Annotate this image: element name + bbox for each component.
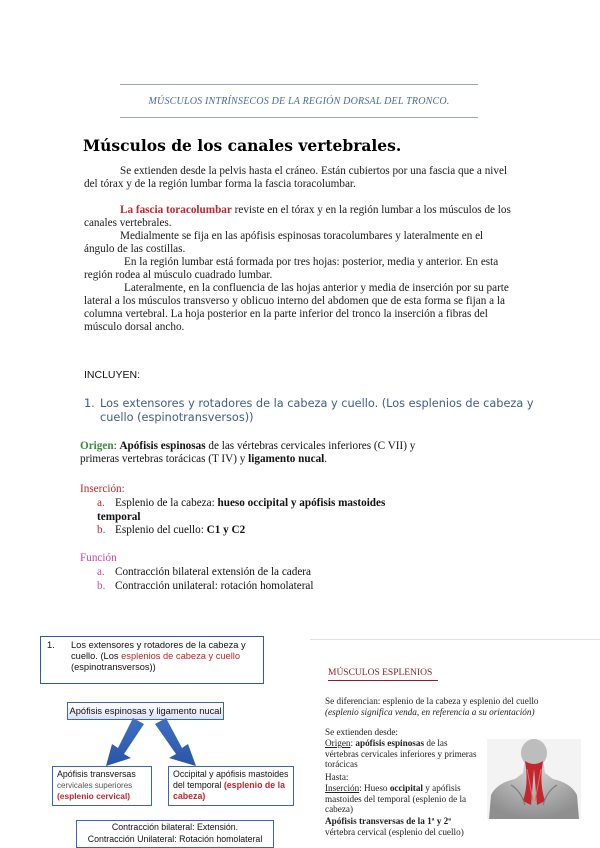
header-top-rule (120, 84, 478, 85)
origen-bold-2: ligamento nucal (248, 453, 325, 465)
diagram-middle-box: Apófisis espinosas y ligamento nucal (67, 702, 224, 720)
funcion-a-mark: a. (97, 566, 105, 578)
excerpt-insercion-bold: occipital (389, 783, 423, 793)
insercion-b-mark: b. (97, 524, 106, 536)
diagram-top-line2-pre: cuello. (Los (71, 651, 122, 661)
origen-label: Origen (80, 440, 114, 452)
diagram-bottom-box (76, 820, 274, 848)
fascia-highlight: La fascia toracolumbar (120, 204, 232, 216)
diagram-right-box (168, 766, 294, 806)
funcion-b-mark: b. (97, 580, 106, 592)
diagram-left-box (52, 766, 152, 806)
excerpt-title: MÚSCULOS ESPLENIOS (328, 668, 433, 678)
funcion-a (97, 566, 311, 580)
origen-bold-1: Apófisis espinosas (119, 440, 206, 452)
diagram-top-box (40, 636, 264, 684)
diagram-bottom-line1: Contracción bilateral: Extensión. (111, 822, 239, 832)
insercion-b-text: Esplenio del cuello: (115, 524, 207, 536)
origen-end: . (324, 453, 328, 465)
paragraph-fascia (84, 204, 514, 334)
list-number: 1. (84, 397, 95, 410)
origen-block: Origen: Apófisis espinosas de las vértebras cervicales inferiores (C VII) y primeras vertebras torácicas (T IV) y ligamento nucal. (80, 440, 416, 465)
excerpt-last-rest: vértebra cervical (esplenio del cuello) (325, 827, 464, 837)
diagram-right-red: (esplenio de la cabeza) (173, 780, 285, 801)
excerpt-origen-label: Origen (325, 738, 351, 748)
origen-mid: de las vértebras cervicales inferiores (C VII) y primeras vertebras torácicas (T IV) y (80, 440, 416, 465)
header-bottom-rule (120, 117, 478, 118)
diagram-bottom-line2: Contracción Unilateral: Rotación homolateral (87, 834, 263, 844)
incluyen-label: INCLUYEN: (84, 369, 141, 381)
diagram-top-line2 (71, 651, 261, 662)
list-item-1-text: Los extensores y rotadores de la cabeza y cuello. (Los esplenios de cabeza y cuello (espinotransversos)) (100, 397, 534, 424)
insercion-a-mark: a. (97, 497, 105, 509)
paragraph-intro (84, 165, 514, 191)
paragraph-3: Medialmente se fija en las apófisis espinosas toracolumbares y lateralmente en el ángulo de las costillas. (84, 230, 484, 255)
paragraph-5: Lateralmente, en la confluencia de las hojas anterior y media de inserción por su parte lateral a los músculos transverso y oblicuo interno del abdomen que de esta forma se fijan a la columna vertebral. La hoja posterior en la parte inferior del tronco la inserción a fibras del músculo dorsal ancho. (84, 282, 509, 333)
section-title: Músculos de los canales vertebrales. (83, 136, 402, 155)
diagram-top-line1: Los extensores y rotadores de la cabeza y (71, 640, 246, 650)
diagram-left-line1: Apófisis transversas (57, 769, 136, 779)
diagram-top-num: 1. (47, 640, 55, 650)
excerpt-origen-rest: de las vértebras cervicales inferiores y primeras torácicas (325, 738, 477, 769)
excerpt-insercion-rest: y apófisis mastoides del temporal (esplenio de la cabeza) (325, 783, 467, 814)
excerpt-insercion-label: Inserción (325, 783, 360, 793)
funcion-label: Función (80, 552, 117, 564)
excerpt-l2: (esplenio significa venda, en referencia a su orientación) (325, 707, 535, 717)
diagram-top-line3: (espinotransversos)) (71, 662, 156, 672)
excerpt-insercion-pre: : Hueso (359, 783, 390, 793)
header-title: MÚSCULOS INTRÍNSECOS DE LA REGIÓN DORSAL DEL TRONCO. (148, 96, 450, 107)
excerpt-top-rule (310, 639, 600, 640)
insercion-b-bold: C1 y C2 (206, 524, 246, 536)
excerpt-l1: Se diferencian: esplenio de la cabeza y esplenio del cuello (325, 696, 539, 706)
paragraph-4: En la región lumbar está formada por tres hojas: posterior, media y anterior. En esta región rodea al músculo cuadrado lumbar. (84, 256, 499, 281)
excerpt-hasta: Hasta: (325, 772, 349, 782)
paragraph-2-rest: reviste en el tórax y en la región lumbar a los músculos de los canales vertebrales. (84, 204, 511, 229)
excerpt-l3: Se extienden desde: (325, 727, 398, 737)
insercion-a-text: Esplenio de la cabeza: (115, 497, 218, 509)
excerpt-title-rule (328, 680, 438, 681)
funcion-b (97, 580, 314, 594)
insercion-a-bold: hueso occipital y apófisis mastoides temporal (97, 497, 386, 523)
diagram-arrows (100, 718, 210, 768)
funcion-a-text: Contracción bilateral extensión de la cadera (115, 566, 311, 578)
insercion-b (97, 524, 245, 538)
paragraph-1: Se extienden desde la pelvis hasta el cráneo. Están cubiertos por una fascia que a nivel del tórax y de la región lumbar forma la fascia toracolumbar. (84, 165, 508, 190)
diagram-left-line2: cervicales superiores (57, 781, 133, 790)
diagram-top-text (71, 640, 261, 673)
insercion-a (97, 497, 417, 524)
diagram-right-line2: del temporal (173, 780, 224, 790)
diagram-arrow-right (155, 718, 196, 766)
diagram-left-red: (esplenio cervical) (57, 791, 131, 801)
neck-muscle-illustration (487, 739, 581, 819)
excerpt-origen-bold: apófisis espinosas (355, 738, 425, 748)
paragraph-2 (84, 204, 514, 230)
insercion-label: Inserción: (80, 483, 125, 495)
excerpt-origen: Origen: apófisis espinosas de las vértebras cervicales inferiores y primeras torácicas (325, 738, 477, 769)
diagram-arrow-left (106, 718, 144, 766)
funcion-b-text: Contracción unilateral: rotación homolateral (115, 580, 314, 592)
diagram-top-line2-red: esplenios de cabeza y cuello (121, 651, 241, 661)
diagram-right-line1: Occipital y apófisis mastoides (173, 769, 289, 779)
excerpt-insercion (325, 783, 475, 815)
excerpt-last-bold: Apófisis transversas de la 1ª y 2ª (325, 816, 451, 826)
